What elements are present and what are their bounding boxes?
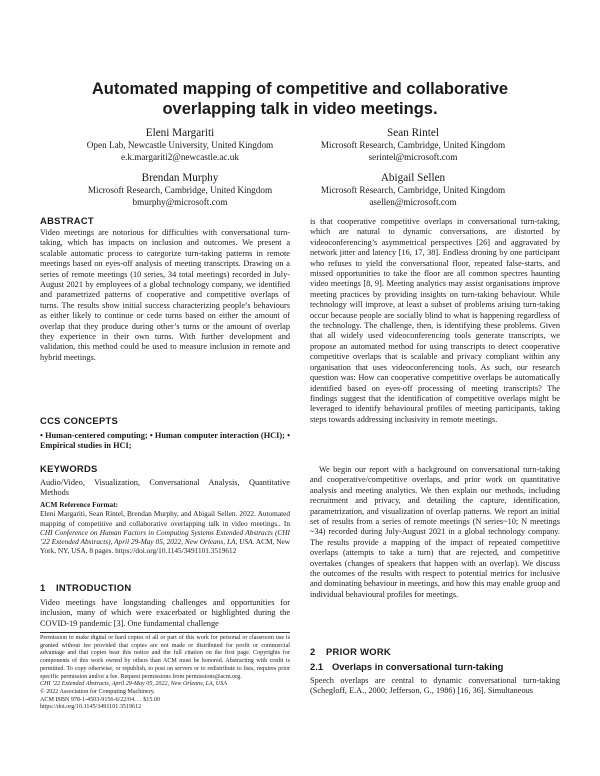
author-name: Sean Rintel <box>387 127 439 139</box>
subsection-number: 2.1 <box>310 661 324 672</box>
section-title: INTRODUCTION <box>56 582 132 593</box>
acm-reference-format <box>40 500 290 556</box>
author-block-2 <box>298 126 528 163</box>
footnote-separator <box>40 632 290 633</box>
introduction-paragraph-right: is that cooperative competitive overlaps in conversational turn-taking, which are natural to dynamic conversations, are distorted by videoconferencing’s asymmetrical perspectives [26] and aggravated by network jitter and latency [16, 17, 38]. Endless droning by one participant who refuses to yield the conversational floor, repeated false-starts, and missed opportunities to take the floor are all common spectres haunting video meetings [8, 9]. Meeting analytics may assist organisations improve meeting practices by providing insights on turn-taking behaviour. While technology will improve, at least a subset of problems arising turn-taking occur because people are socially blind to what is happening regardless of the technology. The challenge, then, is identifying these problems. Given that all widely used videoconferencing tools generate transcripts, we propose an automated method for using transcripts to detect cooperative competitive overlaps that is scalable and privacy compliant within any organisation that uses videoconferencing tools. As such, our research question was: How can cooperative competitive overlaps be automatically identified based on eyes-off processing of meeting transcripts? The findings suggest that the identification of competitive overlaps might be leveraged to identify behavioural profiles of meeting participants, taking steps towards addressing inclusivity in remote meetings. <box>310 217 560 424</box>
prior-work-text: Speech overlaps are central to dynamic conversational turn-taking (Schegloff, E.A., 2000; Jefferson, G., 1986) [16, 36]. Simultaneous <box>310 676 560 696</box>
reference-format-body <box>40 509 290 555</box>
prior-work-heading <box>310 646 391 657</box>
footnote-isbn: ACM ISBN 978-1-4503-9156-6/22/04. . . $15.00 <box>40 696 161 703</box>
keywords-text: Audio/Video, Visualization, Conversational Analysis, Quantitative Methods <box>40 478 290 498</box>
author-block-4 <box>298 171 528 208</box>
author-name: Brendan Murphy <box>141 172 219 184</box>
reference-venue: CHI Conference on Human Factors in Computing Systems Extended Abstracts (CHI ’22 Extended Abstracts), April 29-May 05, 2022, New Orleans, LA, USA. <box>40 527 290 547</box>
author-email: serintel@microsoft.com <box>368 151 458 162</box>
author-email: e.k.margariti2@newcastle.ac.uk <box>121 151 239 162</box>
author-name: Abigail Sellen <box>380 172 446 184</box>
author-affiliation: Microsoft Research, Cambridge, United Kingdom <box>320 185 506 195</box>
footnote-venue: CHI ’22 Extended Abstracts, April 29-May 05, 2022, New Orleans, LA, USA <box>40 681 227 688</box>
reference-text-b: ACM, New York, NY, USA, 8 pages. https://doi.org/10.1145/3491101.3519612 <box>40 537 290 556</box>
author-affiliation: Open Lab, Newcastle University, United Kingdom <box>86 140 274 150</box>
section-title: PRIOR WORK <box>326 646 391 657</box>
abstract-text: Video meetings are notorious for difficulties with conversational turn-taking, which has impacts on inclusion and outcomes. We present a scalable automatic process to categorize turn-taking patterns in remote meetings based on eyes-off analysis of meeting transcripts. Drawing on a series of remote meetings (10 series, 34 total meetings) recorded in July-August 2021 by employees of a global technology company, we identified and parametrized patterns of cooperative and competitive overlaps of turns. The results show initial success characterizing people’s behaviours as either likely to continue or cede turns based on either the amount of overlap that they produce during other’s turns or the amount of overlap they experience in their own turns. With further development and validation, this method could be used to measure inclusion in remote and hybrid meetings. <box>40 228 290 362</box>
introduction-paragraph-2: We begin our report with a background on conversational turn-taking and cooperative/competitive overlaps, and prior work on quantitative analysis and meeting analytics. We then explain our methods, including recruitment and privacy, and detailing the capture, identification, parametrization, and visualization of overlap patterns. We report an initial set of results from a series of remote meetings (N series~10; N meetings ~34) recorded during July-August 2021 in a global technology company. The results provide a mapping of the impact of repeated competitive overlaps (attempts to take a turn) that are rejected, and competitive overtakes (changes of speakers that happen with an overlap). We discuss the outcomes of the results with respect to potential metrics for inclusive and dominating behaviour in meetings, and how this may enable group and individual behavioural profiles for meetings. <box>310 465 560 599</box>
permission-text: Permission to make digital or hard copies of all or part of this work for personal or classroom use is granted without fee provided that copies are not made or distributed for profit or commercial advantage and that copies bear this notice and the full citation on the first page. Copyrights for components of this work owned by others than ACM must be honored. Abstracting with credit is permitted. To copy otherwise, or republish, to post on servers or to redistribute to lists, requires prior specific permission and/or a fee. Request permissions from permissions@acm.org. <box>40 635 290 680</box>
section-number: 2 <box>310 646 316 657</box>
author-name: Eleni Margariti <box>145 127 215 139</box>
subsection-title: Overlaps in conversational turn-taking <box>332 661 504 672</box>
introduction-heading <box>40 582 131 593</box>
paper-title-line-1: Automated mapping of competitive and collaborative <box>91 80 509 98</box>
author-block-1 <box>65 126 295 163</box>
introduction-paragraph-left: Video meetings have longstanding challenges and opportunities for inclusion, many of which were exacerbated or highlighted during the COVID-19 pandemic [3]. One fundamental challenge <box>40 598 290 628</box>
author-affiliation: Microsoft Research, Cambridge, United Kingdom <box>320 140 506 150</box>
footnote-copyright: © 2022 Association for Computing Machinery. <box>40 688 155 695</box>
keywords-heading: KEYWORDS <box>40 463 98 474</box>
abstract-heading: ABSTRACT <box>40 215 94 226</box>
ccs-heading: CCS CONCEPTS <box>40 415 119 426</box>
footnote-doi: https://doi.org/10.1145/3491101.3519612 <box>40 704 142 711</box>
author-affiliation: Microsoft Research, Cambridge, United Kingdom <box>87 185 273 195</box>
permission-footnote <box>40 635 290 712</box>
reference-format-label: ACM Reference Format: <box>40 500 119 509</box>
author-email: asellen@microsoft.com <box>369 196 457 207</box>
section-number: 1 <box>40 582 46 593</box>
subsection-heading <box>310 661 503 672</box>
paper-title <box>40 79 560 119</box>
ccs-text: • Human-centered computing; • Human computer interaction (HCI); • Empirical studies in HCI; <box>40 431 290 451</box>
author-block-3 <box>65 171 295 208</box>
reference-text-a: Eleni Margariti, Sean Rintel, Brendan Murphy, and Abigail Sellen. 2022. Automated mapping of competitive and collaborative overlapping talk in video meetings.. In <box>40 509 290 528</box>
author-email: bmurphy@microsoft.com <box>132 196 228 207</box>
paper-title-line-2: overlapping talk in video meetings. <box>162 100 438 118</box>
